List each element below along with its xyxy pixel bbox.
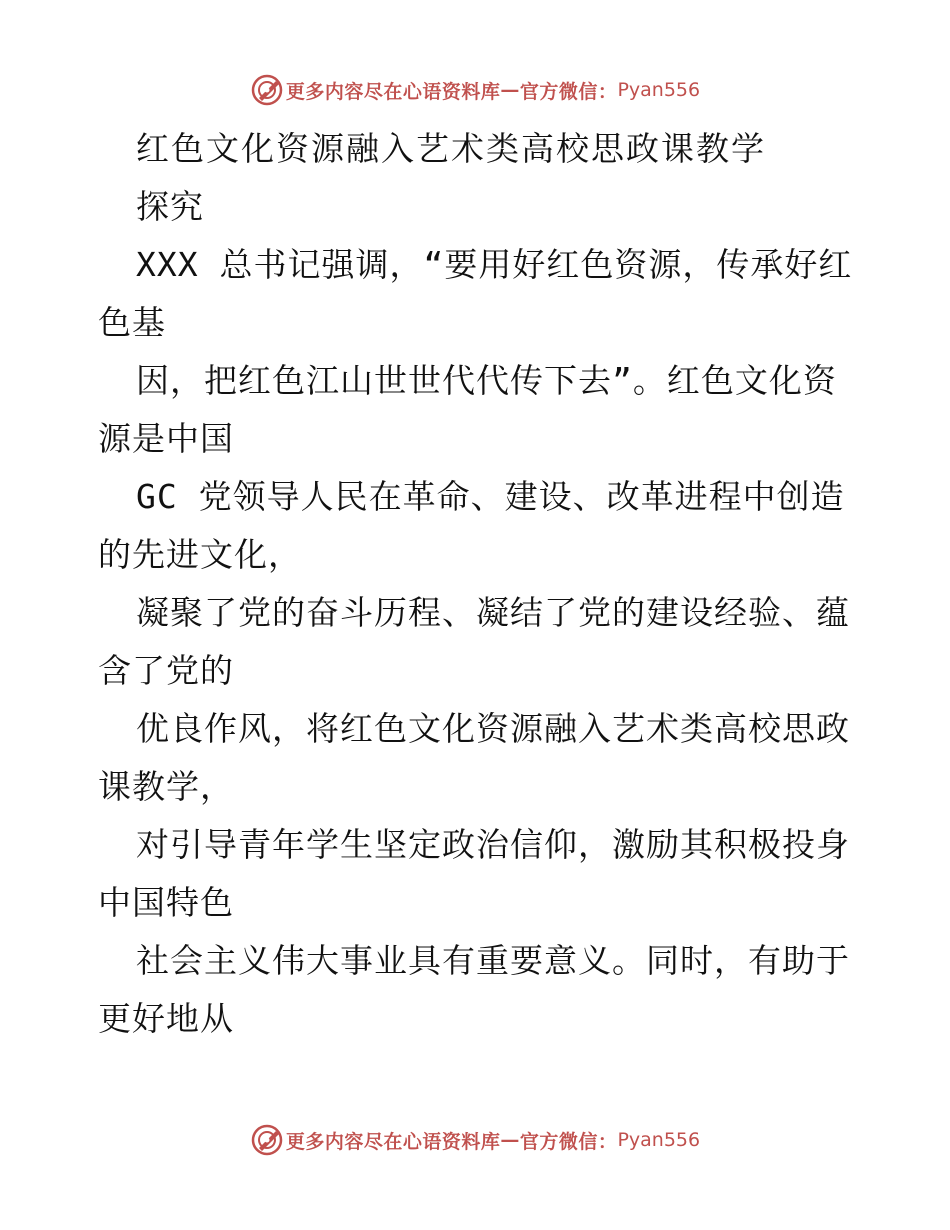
header-site-text: 更多内容尽在心语资料库 (285, 80, 501, 103)
body-line: 更好地从 (98, 999, 234, 1038)
brand-logo-icon (250, 73, 284, 107)
document-body (98, 120, 858, 1048)
footer-site-text: 更多内容尽在心语资料库 (285, 1130, 501, 1153)
footer-wechat-id: Pyan556 (617, 1129, 701, 1151)
body-line: 中国特色 (98, 883, 234, 922)
body-line: 凝聚了党的奋斗历程、凝结了党的建设经验、蕴 (136, 593, 850, 632)
body-line: 因，把红色江山世世代代传下去”。红色文化资 (136, 361, 837, 400)
body-line: 社会主义伟大事业具有重要意义。同时，有助于 (136, 941, 850, 980)
header-banner (0, 70, 950, 110)
body-line: XXX 总书记强调，“要用好红色资源，传承好红 (136, 245, 853, 284)
body-line: 源是中国 (98, 419, 234, 458)
body-line: GC 党领导人民在革命、建设、改革进程中创造 (136, 477, 845, 516)
body-line: 的先进文化， (98, 535, 302, 574)
header-separator: — (500, 79, 520, 101)
body-line: 优良作风，将红色文化资源融入艺术类高校思政 (136, 709, 850, 748)
body-line: 课教学， (98, 767, 234, 806)
document-title-line-2: 探究 (136, 187, 204, 226)
footer-wechat-label: 官方微信： (519, 1130, 618, 1153)
body-line: 对引导青年学生坚定政治信仰，激励其积极投身 (136, 825, 850, 864)
footer-banner (0, 1120, 950, 1160)
body-line: 色基 (98, 303, 166, 342)
footer-separator: — (500, 1129, 520, 1151)
document-title-line-1: 红色文化资源融入艺术类高校思政课教学 (136, 129, 766, 168)
brand-logo-icon (250, 1123, 284, 1157)
body-line: 含了党的 (98, 651, 234, 690)
header-wechat-label: 官方微信： (519, 80, 618, 103)
header-wechat-id: Pyan556 (617, 79, 701, 101)
